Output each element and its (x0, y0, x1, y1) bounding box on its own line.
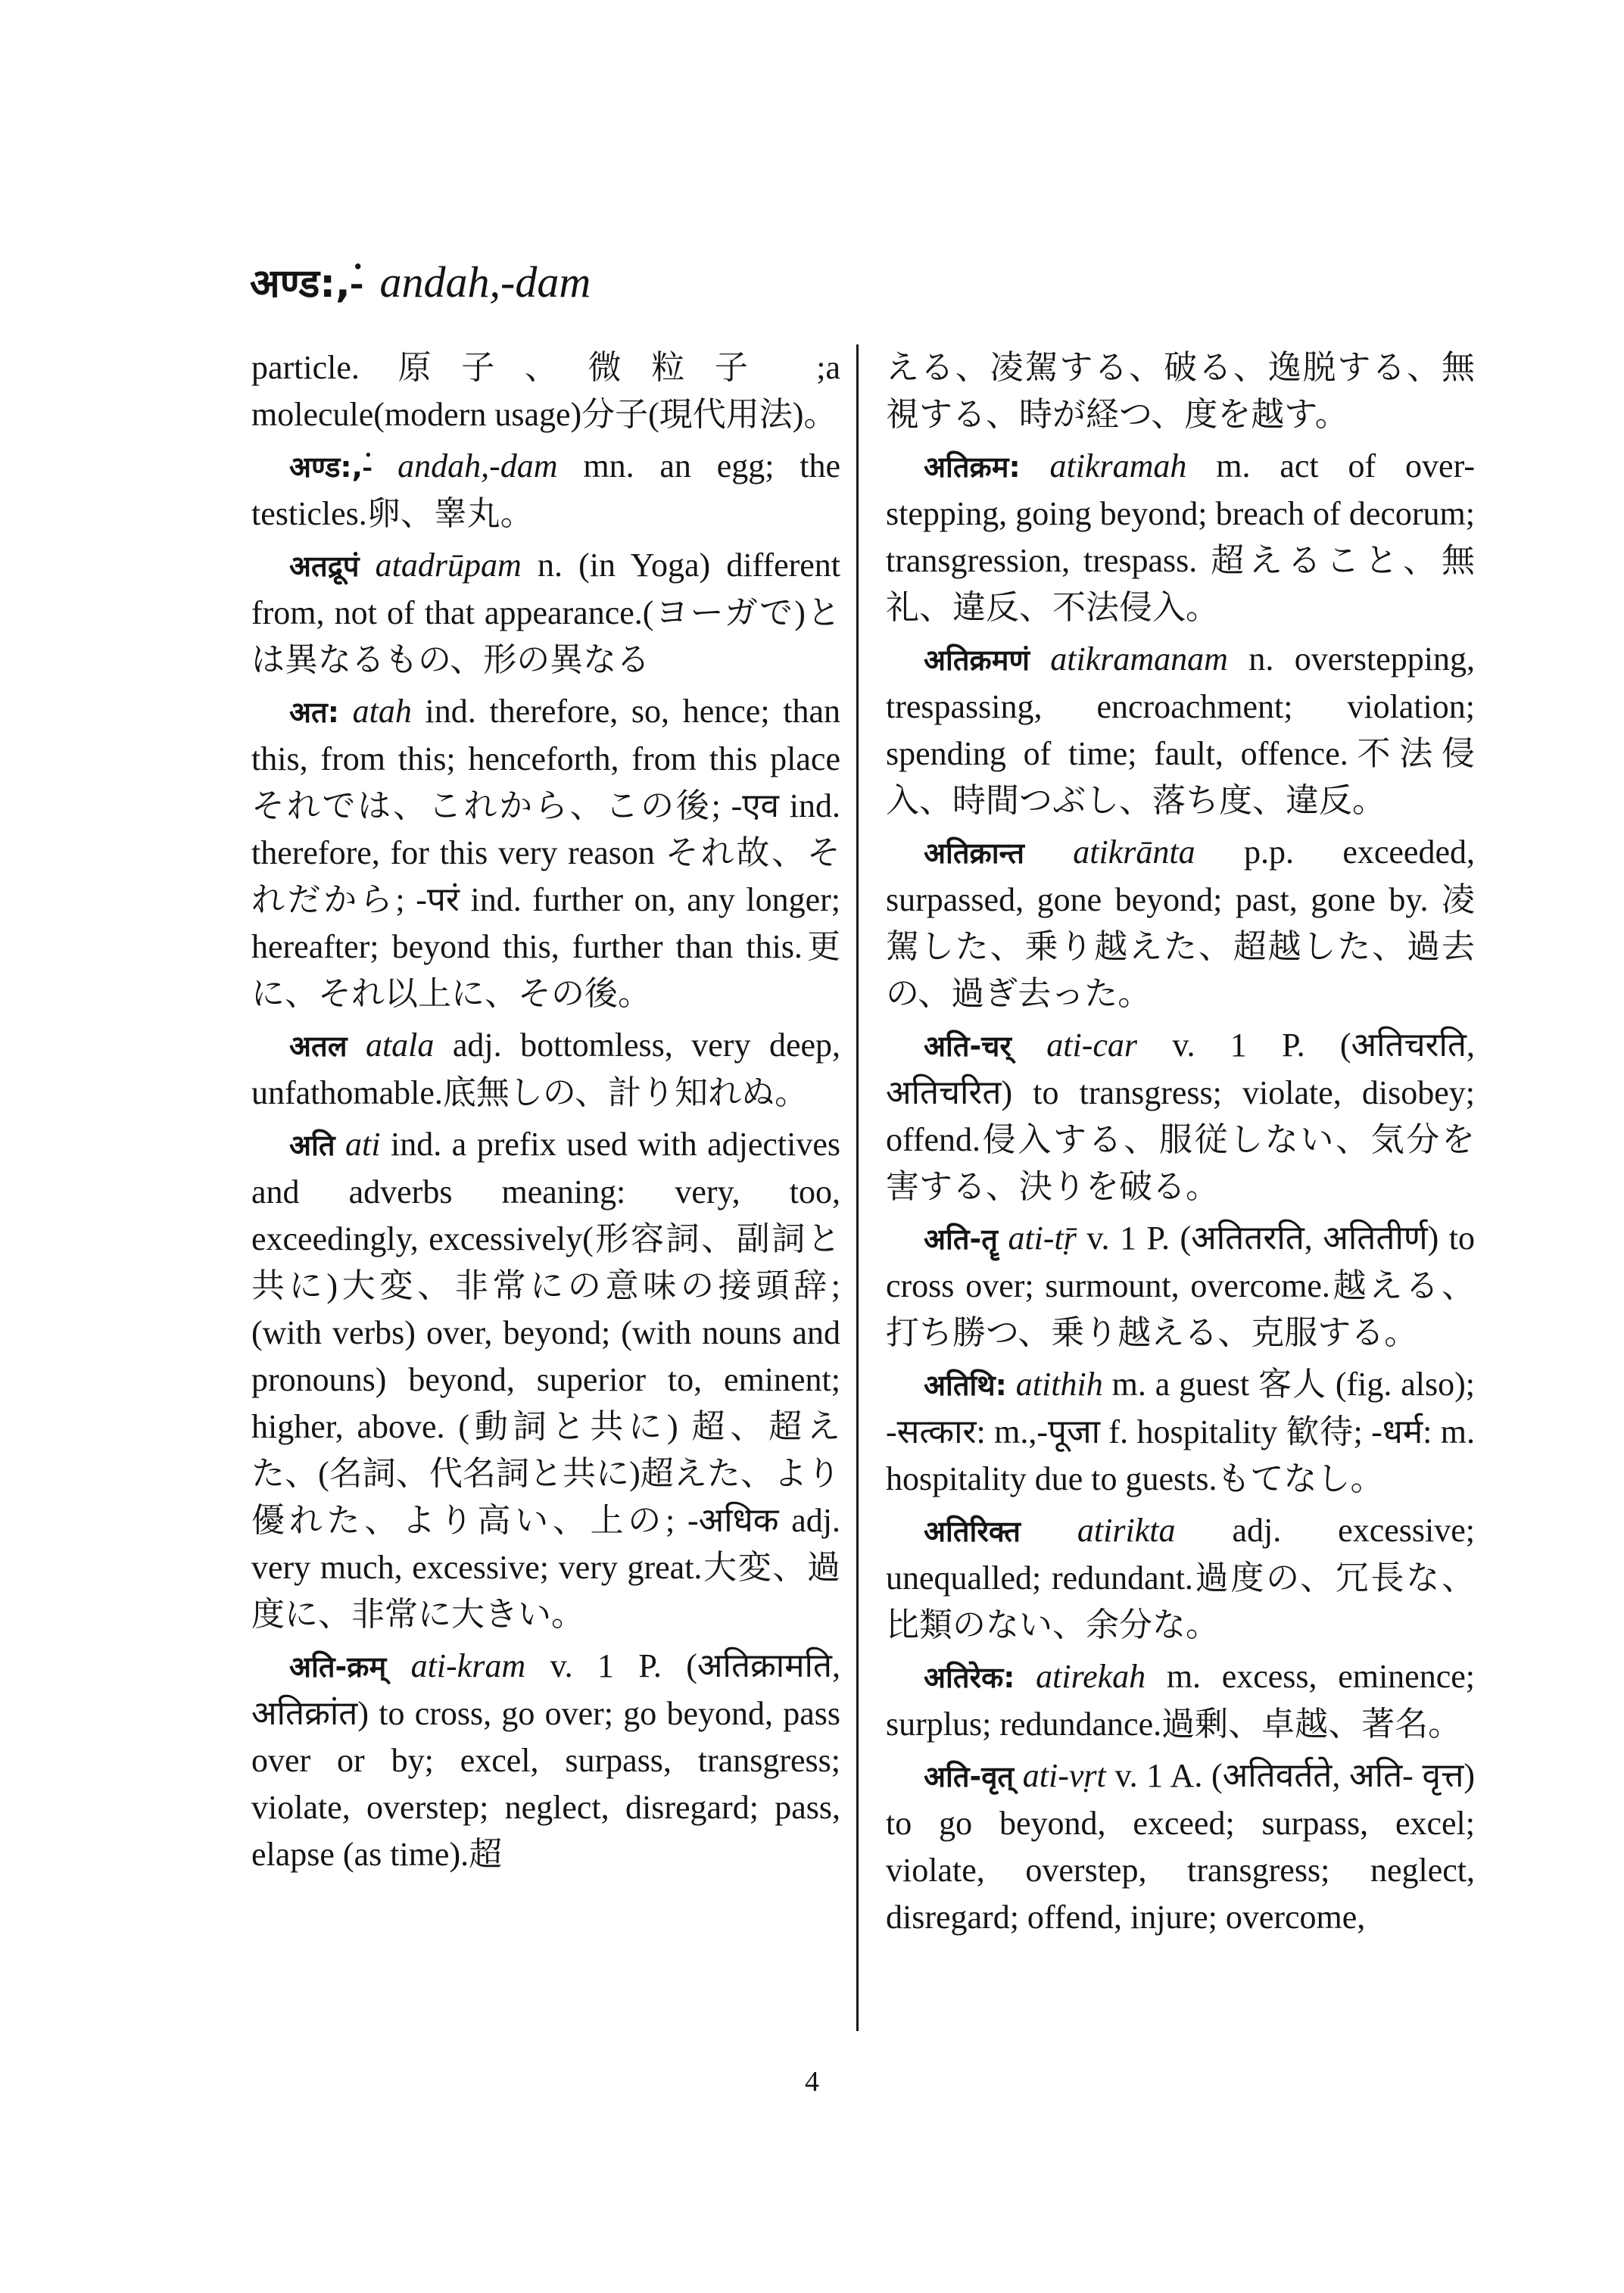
entry-headword: अतिक्रान्त (924, 837, 1024, 870)
dictionary-entry (886, 1653, 1475, 1748)
dictionary-entry (251, 688, 840, 1017)
entry-headword: अत: (289, 696, 339, 729)
dictionary-entry (251, 1022, 840, 1117)
entry-body: v. 1 P. (अतिक्रामति, अतिक्रांत) to cross, go over; go beyond, pass over or by; excel, surpass, transgress; violate, overstep; neglect, disregard; pass, elapse (as time).超 (251, 1647, 840, 1873)
entry-transliteration: ati-car (1046, 1027, 1138, 1064)
dictionary-entry (886, 1022, 1475, 1210)
entry-transliteration: atikrānta (1073, 833, 1195, 871)
dictionary-entry (251, 443, 840, 537)
entry-body: v. 1 P. (अतितरति, अतितीर्ण) to cross over; surmount, overcome.越える、打ち勝つ、乗り越える、克服する。 (886, 1220, 1475, 1351)
entry-headword: अति-तॄ (924, 1223, 998, 1256)
dictionary-entry (251, 344, 840, 438)
page-number: 4 (805, 2066, 819, 2098)
entry-headword: अतिरेक: (924, 1661, 1015, 1694)
entry-transliteration: ati-tṝ (1008, 1220, 1077, 1257)
entry-body: m. excess, eminence; surplus; redundance.過剰、卓越、著名。 (886, 1658, 1475, 1743)
running-head-transliteration: andah,-dam (379, 257, 591, 307)
dictionary-entry (886, 829, 1475, 1017)
entry-headword: अतद्रूपं (289, 550, 360, 583)
entry-transliteration: atithih (1015, 1366, 1103, 1403)
entry-headword: अति-वृत् (924, 1760, 1015, 1793)
column-divider (856, 344, 859, 2031)
entry-body: n. overstepping, trespassing, encroachment; violation; spending of time; fault, offence.不法侵入、時間つぶし、落ち度、違反。 (886, 640, 1475, 819)
entry-transliteration: ati (345, 1126, 381, 1163)
dictionary-entry (251, 542, 840, 684)
entry-body: ind. a prefix used with adjectives and adverbs meaning: very, too, exceedingly, excessively(形容詞、副詞と共に)大変、非常にの意味の接頭辞; (with verbs) over, beyond; (with nouns and pronouns) beyond, superior to, eminent; higher, above. (動詞と共に) 超、超えた、(名詞、代名詞と共に)超えた、より優れた、より高い、上の; -अधिक adj. very much, excessive; very great.大変、過度に、非常に大きい。 (251, 1126, 840, 1633)
entry-body: adj. excessive; unequalled; redundant.過度の、冗長な、比類のない、余分な。 (886, 1512, 1475, 1643)
entry-transliteration: atikramah (1049, 447, 1187, 484)
entry-body: m. a guest 客人 (fig. also); -सत्कार: m.,-पूजा f. hospitality 歓待; -धर्म: m. hospitality due to guests.もてなし。 (886, 1366, 1475, 1497)
entry-transliteration: atah (352, 693, 412, 730)
entry-body: particle. 原子、微粒子 ;a molecule(modern usage)分子(現代用法)。 (251, 349, 840, 433)
entry-body: n. (in Yoga) different from, not of that appearance.(ヨーガで)とは異なるもの、形の異なる (251, 547, 840, 678)
dictionary-entry (886, 443, 1475, 631)
entry-headword: अतिक्रम: (924, 450, 1021, 484)
entry-transliteration: ati-vṛt (1022, 1757, 1106, 1794)
entry-transliteration: atadrūpam (375, 547, 522, 584)
entry-headword: अति (289, 1129, 335, 1162)
dictionary-entry (886, 1215, 1475, 1357)
entry-transliteration: atirikta (1077, 1512, 1176, 1549)
entry-body: v. 1 P. (अतिचरति, अतिचरित) to transgress; violate, disobey; offend.侵入する、服従しない、気分を害する、決りを破る。 (886, 1027, 1475, 1205)
running-head-devanagari: अण्ड:,-ं (250, 261, 363, 307)
dictionary-entry (886, 1752, 1475, 1941)
dictionary-entry (886, 636, 1475, 824)
entry-body: える、凌駕する、破る、逸脱する、無視する、時が経つ、度を越す。 (886, 349, 1475, 433)
entry-headword: अति-चर् (924, 1030, 1011, 1063)
entry-body: mn. an egg; the testicles.卵、睾丸。 (251, 447, 840, 532)
entry-headword: अतिथि: (924, 1369, 1007, 1402)
entry-headword: अतिरिक्त (924, 1515, 1021, 1548)
left-column (251, 344, 840, 2033)
entry-body: p.p. exceeded, surpassed, gone beyond; past, gone by. 凌駕した、乗り越えた、超越した、過去の、過ぎ去った。 (886, 833, 1475, 1012)
dictionary-entry (886, 1361, 1475, 1503)
entry-transliteration: atala (365, 1027, 435, 1064)
dictionary-entry (251, 1643, 840, 1878)
entry-headword: अतल (289, 1030, 348, 1063)
entry-body: m. act of over-stepping, going beyond; breach of decorum; transgression, trespass. 超えること、無礼、違反、不法侵入。 (886, 447, 1475, 626)
entry-body: ind. therefore, so, hence; than this, from this; henceforth, from this place それでは、これから、この後; -एव ind. therefore, for this very reason それ故、それだから; -परं ind. further on, any longer; hereafter; beyond this, further than this.更に、それ以上に、その後。 (251, 693, 840, 1012)
entry-body: adj. bottomless, very deep, unfathomable.底無しの、計り知れぬ。 (251, 1027, 840, 1111)
dictionary-entry (886, 1507, 1475, 1649)
entry-transliteration: atikramanam (1050, 640, 1228, 678)
running-head (250, 256, 591, 310)
entry-headword: अति-क्रम् (289, 1650, 387, 1684)
entry-body: v. 1 A. (अतिवर्तते, अति- वृत्त) to go beyond, exceed; surpass, excel; violate, overstep, transgress; neglect, disregard; offend, injure; overcome, (886, 1757, 1475, 1936)
entry-headword: अण्ड:,-ं (289, 450, 372, 484)
entry-headword: अतिक्रमणं (924, 643, 1030, 677)
dictionary-entry (886, 344, 1475, 438)
entry-transliteration: ati-kram (410, 1647, 526, 1684)
entry-transliteration: andah,-dam (397, 447, 558, 484)
dictionary-entry (251, 1121, 840, 1638)
entry-transliteration: atirekah (1036, 1658, 1146, 1695)
right-column (886, 344, 1475, 2010)
